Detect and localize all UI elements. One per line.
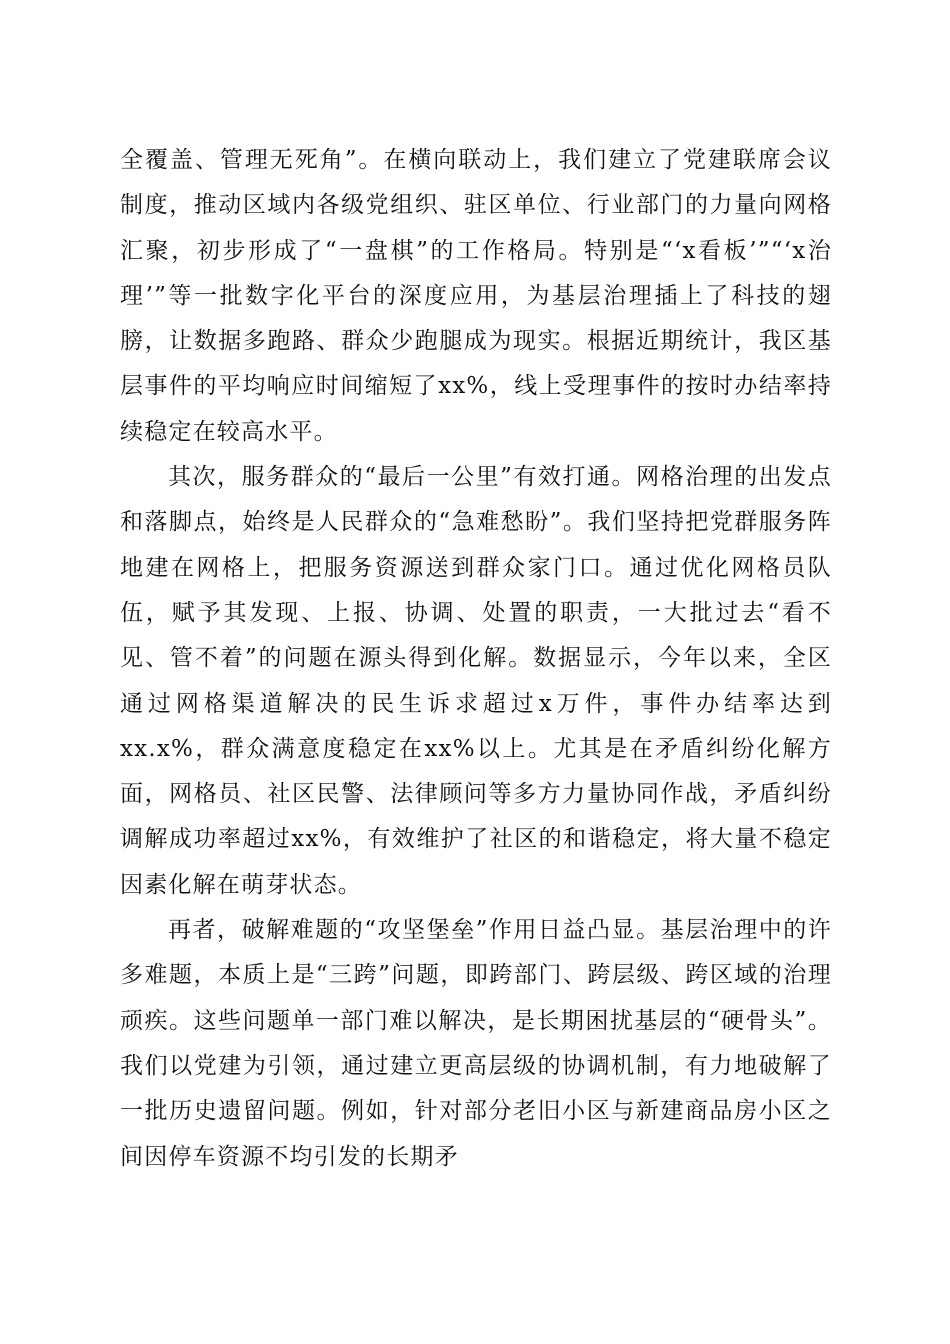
- paragraph-2: 其次，服务群众的“最后一公里”有效打通。网格治理的出发点和落脚点，始终是人民群众的“急难愁盼”。我们坚持把党群服务阵地建在网格上，把服务资源送到群众家门口。通过优化网格员队伍，赋予其发现、上报、协调、处置的职责，一大批过去“看不见、管不着”的问题在源头得到化解。数据显示，今年以来，全区通过网格渠道解决的民生诉求超过x万件，事件办结率达到xx.x%，群众满意度稳定在xx%以上。尤其是在矛盾纠纷化解方面，网格员、社区民警、法律顾问等多方力量协同作战，矛盾纠纷调解成功率超过xx%，有效维护了社区的和谐稳定，将大量不稳定因素化解在萌芽状态。: [120, 464, 832, 898]
- paragraph-1: 全覆盖、管理无死角”。在横向联动上，我们建立了党建联席会议制度，推动区域内各级党组织、驻区单位、行业部门的力量向网格汇聚，初步形成了“一盘棋”的工作格局。特别是“‘x看板’”“‘x治理’”等一批数字化平台的深度应用，为基层治理插上了科技的翅膀，让数据多跑路、群众少跑腿成为现实。根据近期统计，我区基层事件的平均响应时间缩短了xx%，线上受理事件的按时办结率持续稳定在较高水平。: [120, 147, 832, 445]
- document-body: [120, 138, 832, 1180]
- paragraph-3: 再者，破解难题的“攻坚堡垒”作用日益凸显。基层治理中的许多难题，本质上是“三跨”问题，即跨部门、跨层级、跨区域的治理顽疾。这些问题单一部门难以解决，是长期困扰基层的“硬骨头”。我们以党建为引领，通过建立更高层级的协调机制，有力地破解了一批历史遗留问题。例如，针对部分老旧小区与新建商品房小区之间因停车资源不均引发的长期矛: [120, 917, 832, 1170]
